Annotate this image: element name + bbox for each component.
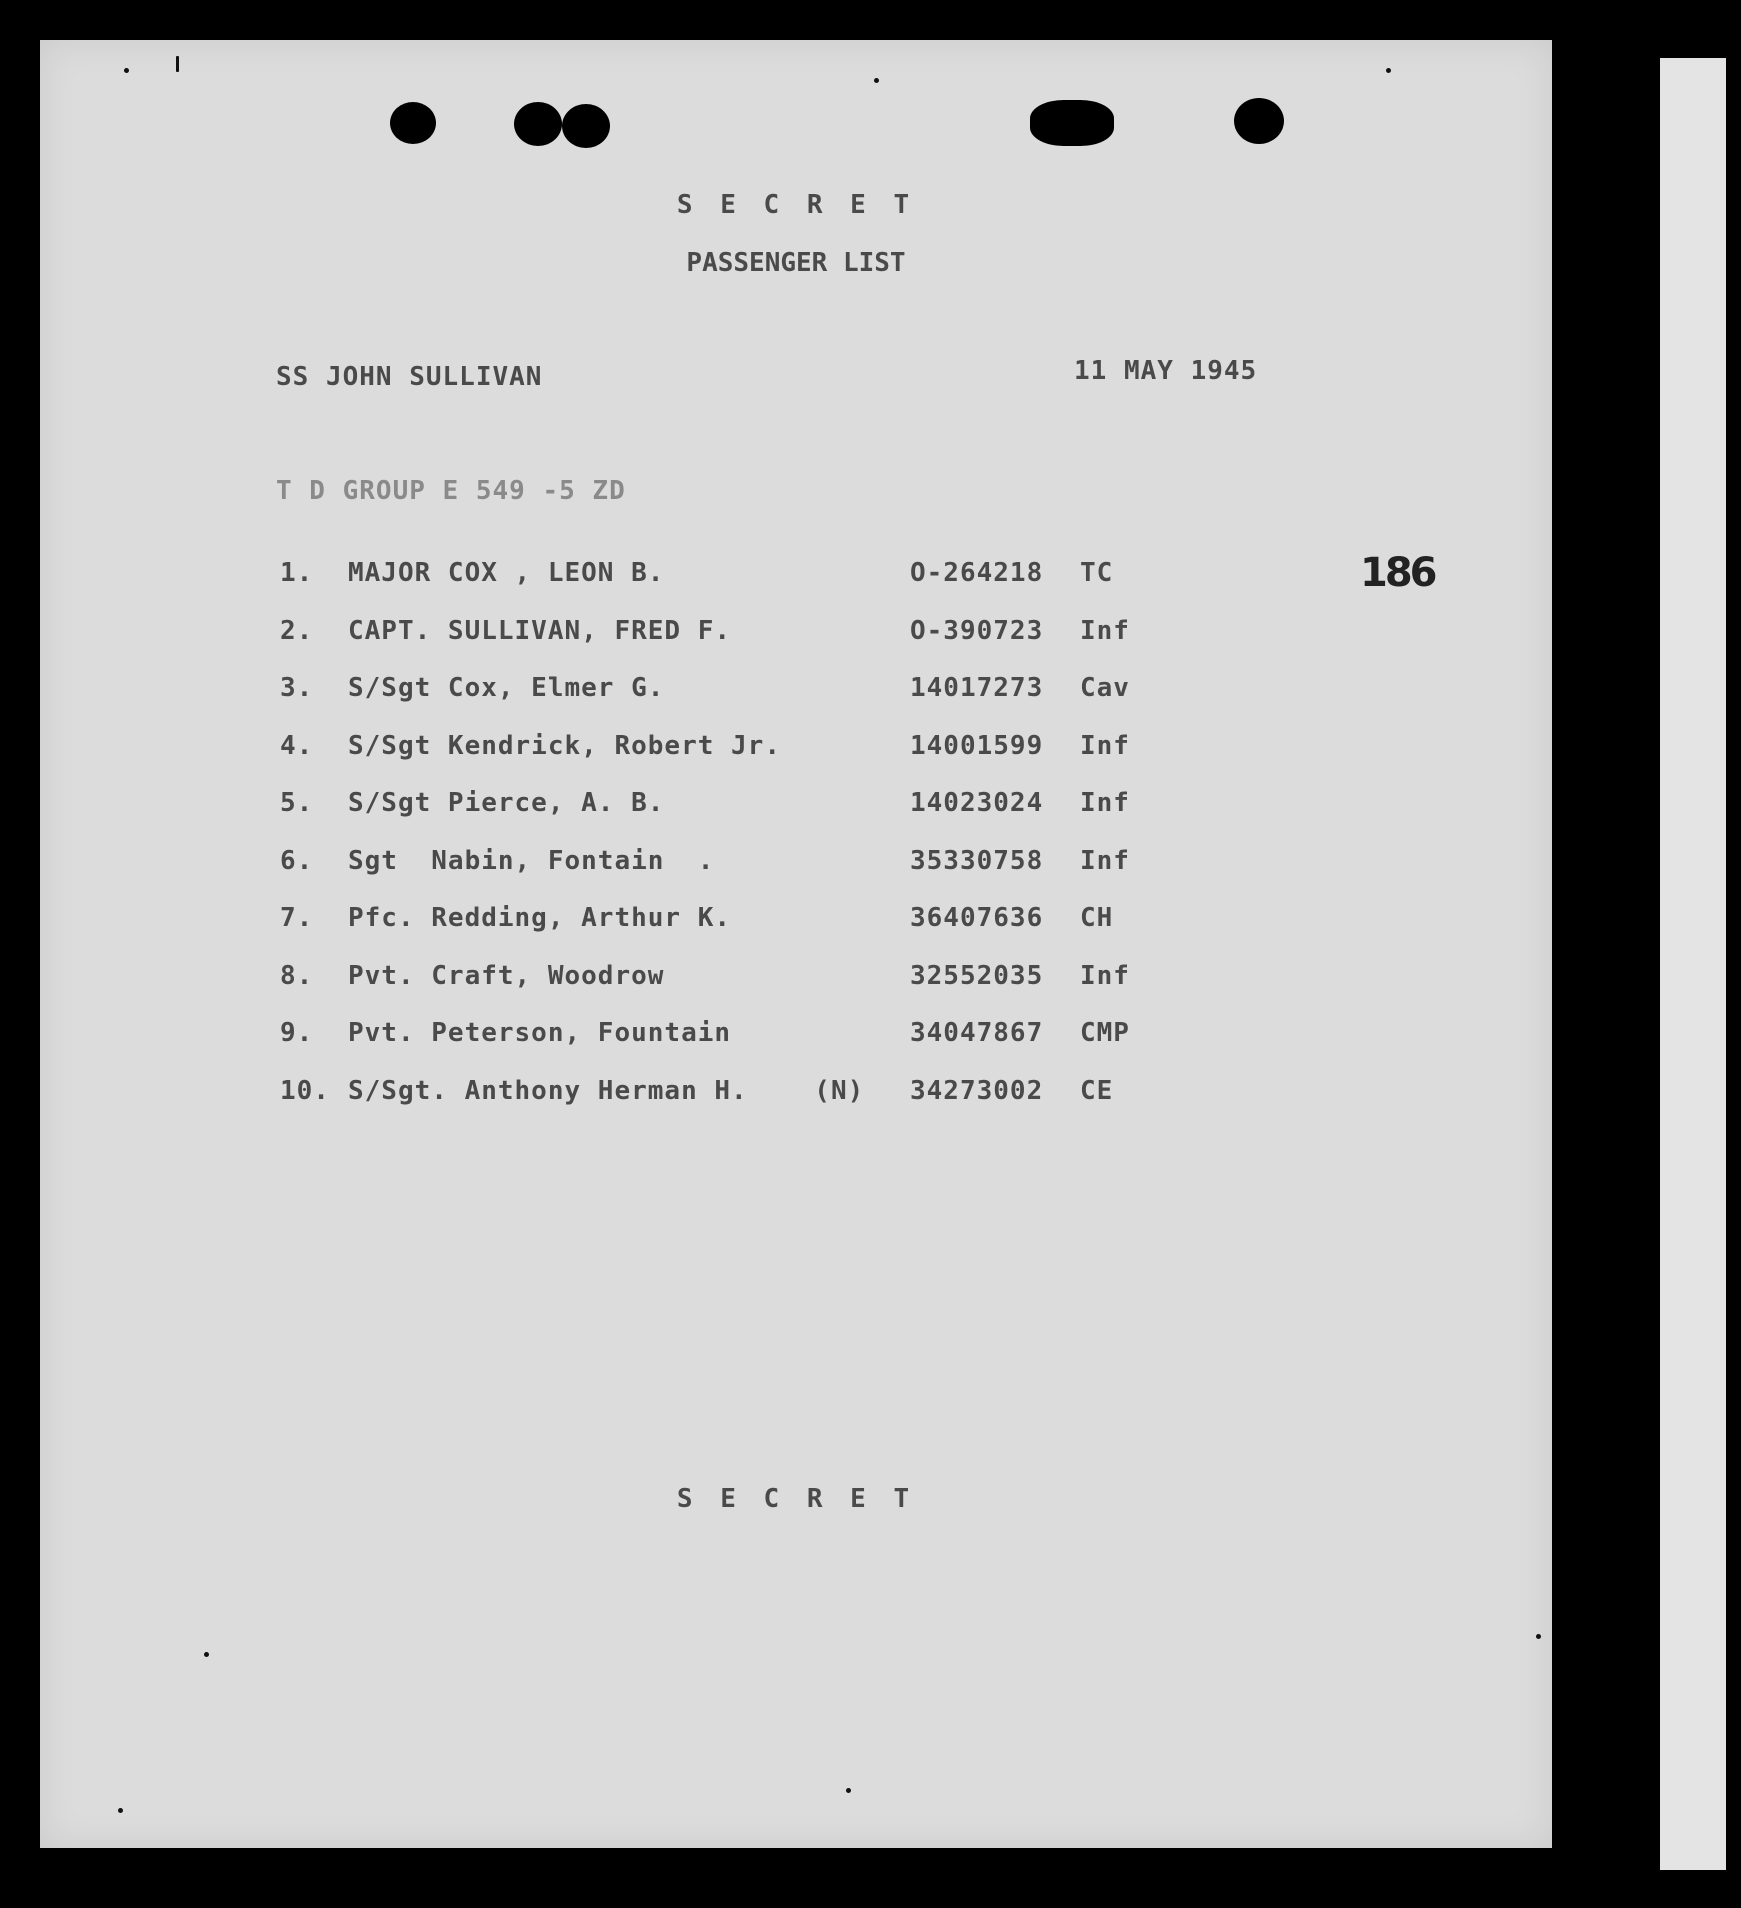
page-number-stamp: 186 xyxy=(1360,550,1435,596)
speck xyxy=(874,78,879,83)
passenger-name: S/Sgt. Anthony Herman H. (N) xyxy=(348,1075,865,1106)
passenger-serial: 14017273 xyxy=(910,673,1044,703)
list-item xyxy=(280,1076,1280,1110)
punch-hole xyxy=(1234,98,1284,144)
passenger-serial: 34273002 xyxy=(910,1075,1044,1106)
passenger-number: 4. xyxy=(280,730,314,761)
ship-name: SS JOHN SULLIVAN xyxy=(276,362,543,392)
punch-hole xyxy=(562,104,610,148)
list-item xyxy=(280,788,1280,822)
speck xyxy=(1386,68,1391,73)
passenger-branch: Inf xyxy=(1080,615,1130,646)
list-item xyxy=(280,558,1280,592)
passenger-list xyxy=(280,558,1280,1158)
passenger-serial: O-390723 xyxy=(910,615,1044,646)
passenger-number: 3. xyxy=(280,673,314,703)
passenger-serial: 35330758 xyxy=(910,845,1044,876)
passenger-number: 1. xyxy=(280,558,314,588)
passenger-name: CAPT. SULLIVAN, FRED F. xyxy=(348,615,732,646)
passenger-name: S/Sgt Cox, Elmer G. xyxy=(348,673,665,703)
passenger-branch: Inf xyxy=(1080,960,1130,991)
list-item xyxy=(280,846,1280,880)
passenger-number: 6. xyxy=(280,845,314,876)
passenger-number: 10. xyxy=(280,1075,330,1106)
passenger-branch: CE xyxy=(1080,1075,1114,1106)
passenger-number: 9. xyxy=(280,1018,314,1048)
passenger-number: 2. xyxy=(280,615,314,646)
punch-hole xyxy=(1030,100,1114,146)
passenger-branch: Inf xyxy=(1080,845,1130,876)
passenger-name: Pfc. Redding, Arthur K. xyxy=(348,903,732,933)
speck xyxy=(118,1808,123,1813)
adjacent-page-edge xyxy=(1660,58,1726,1870)
passenger-serial: 14001599 xyxy=(910,730,1044,761)
punch-hole xyxy=(390,102,436,144)
document-date: 11 MAY 1945 xyxy=(1074,356,1258,386)
list-item xyxy=(280,616,1280,650)
group-line: T D GROUP E 549 -5 ZD xyxy=(276,476,626,506)
passenger-name: MAJOR COX , LEON B. xyxy=(348,558,665,588)
passenger-serial: 14023024 xyxy=(910,788,1044,818)
document-title: PASSENGER LIST xyxy=(686,248,906,278)
passenger-serial: O-264218 xyxy=(910,558,1044,588)
speck xyxy=(846,1788,851,1793)
passenger-name: Sgt Nabin, Fontain . xyxy=(348,845,715,876)
passenger-branch: CMP xyxy=(1080,1018,1130,1048)
passenger-serial: 36407636 xyxy=(910,903,1044,933)
speck xyxy=(1536,1634,1541,1639)
passenger-number: 7. xyxy=(280,903,314,933)
passenger-name: Pvt. Craft, Woodrow xyxy=(348,960,665,991)
passenger-branch: Cav xyxy=(1080,673,1130,703)
speck xyxy=(176,56,179,72)
list-item xyxy=(280,731,1280,765)
speck xyxy=(204,1652,209,1657)
passenger-number: 8. xyxy=(280,960,314,991)
passenger-branch: Inf xyxy=(1080,788,1130,818)
passenger-branch: Inf xyxy=(1080,730,1130,761)
passenger-branch: TC xyxy=(1080,558,1114,588)
speck xyxy=(124,68,129,73)
passenger-serial: 34047867 xyxy=(910,1018,1044,1048)
document-page xyxy=(40,40,1552,1848)
list-item xyxy=(280,903,1280,937)
punch-hole xyxy=(514,102,562,146)
classification-footer: S E C R E T xyxy=(676,1484,916,1514)
passenger-name: S/Sgt Kendrick, Robert Jr. xyxy=(348,730,781,761)
list-item xyxy=(280,1018,1280,1052)
passenger-serial: 32552035 xyxy=(910,960,1044,991)
classification-header: S E C R E T xyxy=(676,190,916,220)
passenger-name: S/Sgt Pierce, A. B. xyxy=(348,788,665,818)
passenger-number: 5. xyxy=(280,788,314,818)
list-item xyxy=(280,961,1280,995)
passenger-branch: CH xyxy=(1080,903,1114,933)
passenger-name: Pvt. Peterson, Fountain xyxy=(348,1018,732,1048)
list-item xyxy=(280,673,1280,707)
